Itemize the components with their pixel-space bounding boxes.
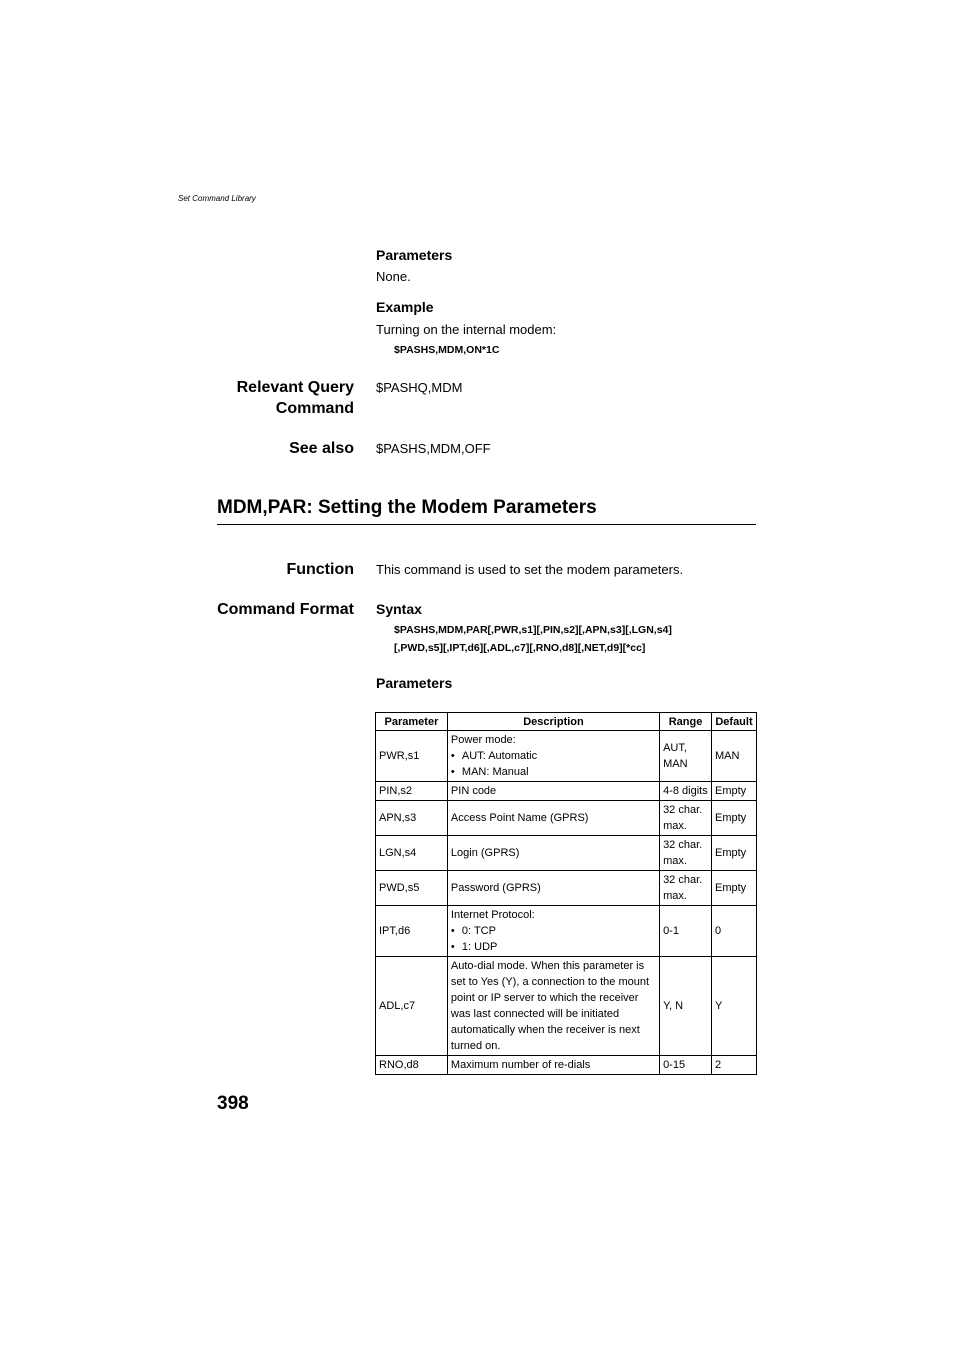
cell-param: PIN,s2 (376, 782, 448, 801)
example-heading: Example (376, 299, 434, 315)
desc-text: Internet Protocol: (450, 909, 535, 921)
cell-param: RNO,d8 (376, 1056, 448, 1075)
see-also-value: $PASHS,MDM,OFF (376, 441, 491, 456)
cell-default: Empty (711, 871, 756, 906)
bullet-list (451, 923, 656, 955)
function-text: This command is used to set the modem parameters. (376, 562, 684, 577)
table-row (376, 906, 757, 957)
relevant-query-label-line2: Command (275, 400, 354, 417)
command-format-label: Command Format (217, 601, 354, 618)
page-number: 398 (217, 1093, 249, 1114)
running-header: Set Command Library (178, 194, 256, 203)
header-range: Range (660, 713, 712, 731)
relevant-query-label (154, 377, 354, 419)
table-parameters-heading: Parameters (376, 675, 453, 691)
cell-range: Y, N (660, 957, 712, 1056)
cell-desc (447, 906, 659, 957)
cell-default: Empty (711, 801, 756, 836)
table-row (376, 1056, 757, 1075)
cell-range: 0-1 (660, 906, 712, 957)
table-header-row (376, 713, 757, 731)
section-rule (217, 524, 756, 525)
example-code: $PASHS,MDM,ON*1C (394, 344, 500, 356)
cell-range: 32 char. max. (660, 801, 712, 836)
desc-text: Power mode: (450, 734, 516, 746)
table-row (376, 782, 757, 801)
header-description: Description (447, 713, 659, 731)
cell-desc: Auto-dial mode. When this parameter is set to Yes (Y), a connection to the mount point or IP server to which the receiver was last connected will be initiated automatically when the receiver is next turned on. (447, 957, 659, 1056)
cell-param: IPT,d6 (376, 906, 448, 957)
bullet-list (451, 748, 656, 780)
table-row (376, 957, 757, 1056)
cell-range: 4-8 digits (660, 782, 712, 801)
cell-default: Empty (711, 782, 756, 801)
cell-range: AUT, MAN (660, 731, 712, 782)
cell-default: Y (711, 957, 756, 1056)
cell-param: LGN,s4 (376, 836, 448, 871)
table-row (376, 871, 757, 906)
cell-default: Empty (711, 836, 756, 871)
bullet-item: • AUT: Automatic (451, 748, 656, 764)
cell-param: PWR,s1 (376, 731, 448, 782)
cell-default: 2 (711, 1056, 756, 1075)
cell-param: ADL,c7 (376, 957, 448, 1056)
bullet-item: • 0: TCP (451, 923, 656, 939)
table-row (376, 731, 757, 782)
table-row (376, 836, 757, 871)
syntax-line-1: $PASHS,MDM,PAR[,PWR,s1][,PIN,s2][,APN,s3][,LGN,s4] (394, 624, 672, 636)
cell-desc: Access Point Name (GPRS) (447, 801, 659, 836)
cell-param: APN,s3 (376, 801, 448, 836)
relevant-query-value: $PASHQ,MDM (376, 380, 463, 395)
cell-param: PWD,s5 (376, 871, 448, 906)
bullet-item: • 1: UDP (451, 939, 656, 955)
cell-default: 0 (711, 906, 756, 957)
cell-desc: Login (GPRS) (447, 836, 659, 871)
bullet-item: • MAN: Manual (451, 764, 656, 780)
cell-default: MAN (711, 731, 756, 782)
cell-desc: Maximum number of re-dials (447, 1056, 659, 1075)
cell-desc: PIN code (447, 782, 659, 801)
syntax-heading: Syntax (376, 601, 422, 617)
parameters-table (375, 712, 757, 1075)
syntax-line-2: [,PWD,s5][,IPT,d6][,ADL,c7][,RNO,d8][,NET,d9][*cc] (394, 642, 646, 654)
header-parameter: Parameter (376, 713, 448, 731)
cell-desc (447, 731, 659, 782)
cell-range: 0-15 (660, 1056, 712, 1075)
parameters-text: None. (376, 269, 411, 284)
cell-range: 32 char. max. (660, 871, 712, 906)
header-default: Default (711, 713, 756, 731)
table-row (376, 801, 757, 836)
function-label: Function (286, 561, 354, 578)
cell-desc: Password (GPRS) (447, 871, 659, 906)
see-also-label: See also (289, 440, 354, 457)
section-title: MDM,PAR: Setting the Modem Parameters (217, 497, 597, 518)
example-text: Turning on the internal modem: (376, 322, 557, 337)
parameters-heading: Parameters (376, 247, 453, 263)
relevant-query-label-line1: Relevant Query (236, 379, 354, 396)
cell-range: 32 char. max. (660, 836, 712, 871)
